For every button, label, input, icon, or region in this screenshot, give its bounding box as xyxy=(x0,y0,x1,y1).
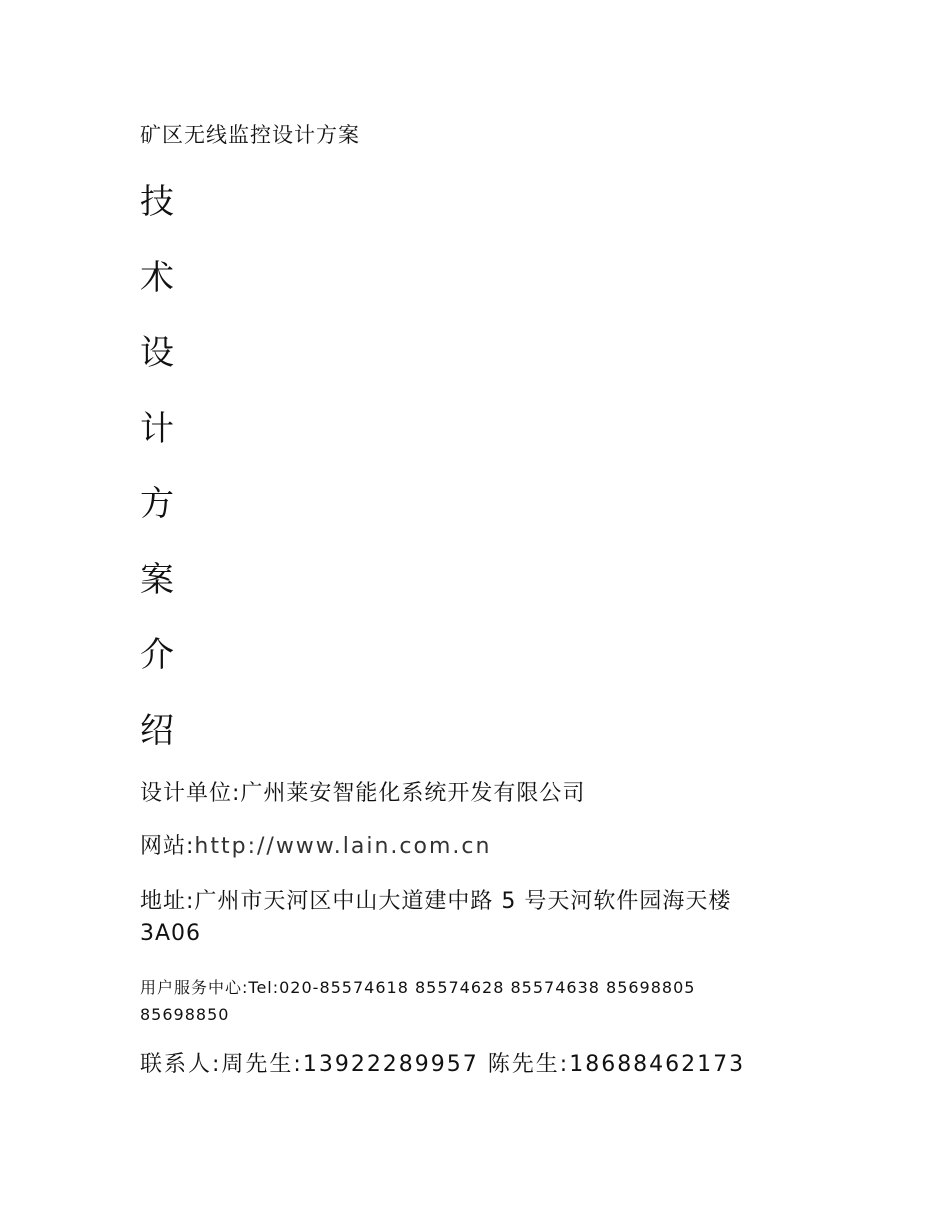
service-center-line: 用户服务中心:Tel:020-85574618 85574628 85574638 85698805 xyxy=(140,978,696,997)
vertical-title-char: 绍 xyxy=(140,711,174,751)
vertical-title-char: 案 xyxy=(140,560,174,600)
contact-line: 联系人:周先生:13922289957 陈先生:18688462173 xyxy=(140,1052,746,1077)
vertical-title-char: 术 xyxy=(140,258,174,298)
vertical-title-char: 设 xyxy=(140,333,174,373)
design-unit-value: 广州莱安智能化系统开发有限公司 xyxy=(240,781,586,806)
address-line: 地址:广州市天河区中山大道建中路 5 号天河软件园海天楼 xyxy=(140,889,732,914)
document-header-title: 矿区无线监控设计方案 xyxy=(140,123,360,147)
service-center-block xyxy=(140,974,760,1028)
vertical-title-char: 介 xyxy=(140,635,174,675)
website-link[interactable]: http://www.lain.com.cn xyxy=(194,834,492,859)
vertical-title-char: 技 xyxy=(140,182,174,222)
design-unit-label: 设计单位: xyxy=(140,781,241,806)
address-line-continued: 3A06 xyxy=(140,921,202,946)
vertical-title-char: 方 xyxy=(140,484,174,524)
website-label: 网站: xyxy=(140,834,195,859)
service-center-line-continued: 85698850 xyxy=(140,1005,230,1024)
website-line xyxy=(140,832,491,862)
design-unit-line xyxy=(140,779,585,809)
address-block xyxy=(140,886,780,950)
vertical-title-char: 计 xyxy=(140,409,174,449)
